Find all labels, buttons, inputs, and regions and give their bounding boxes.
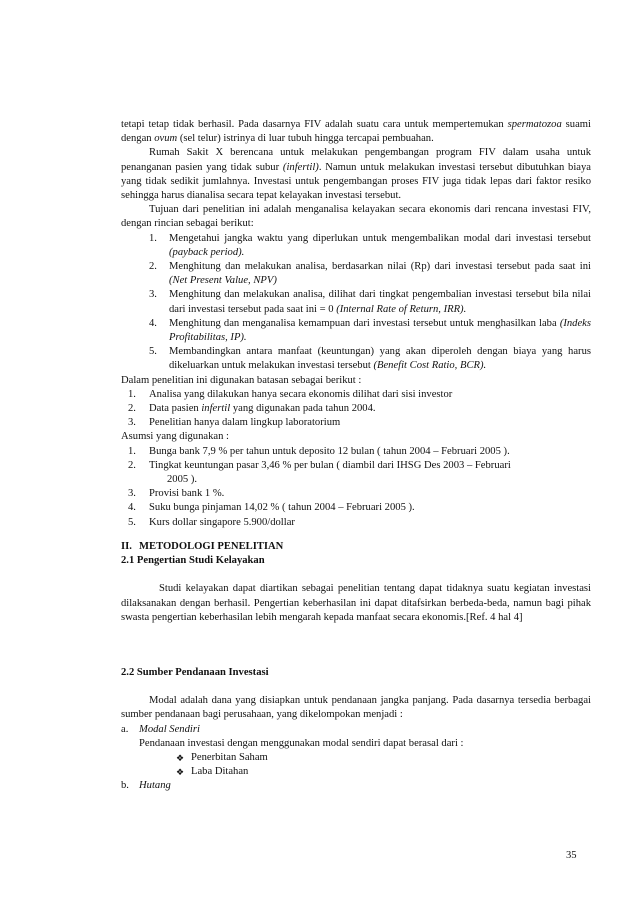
list-text: Membandingkan antara manfaat (keuntungan) yang akan diperoleh dengan biaya yang harus dikeluarkan untuk melakukan investasi tersebut	[169, 346, 591, 372]
text-run: (sel telur) istrinya di luar tubuh hingga tercapai pembuahan.	[177, 133, 434, 145]
list-number: 3.	[128, 417, 136, 429]
list-text: Bunga bank 7,9 % per tahun untuk deposito 12 bulan ( tahun 2004 – Februari 2005 ).	[149, 445, 510, 457]
italic-term: (infertil)	[282, 161, 319, 173]
list-label: Hutang	[139, 780, 171, 792]
diamond-bullet-icon: ❖	[176, 752, 185, 763]
section-heading-methodology	[121, 540, 591, 554]
section-number: II.	[121, 540, 132, 552]
list-number: 2.	[128, 403, 136, 415]
list-text: Kurs dollar singapore 5.900/dollar	[149, 516, 295, 528]
objectives-list	[121, 232, 591, 374]
text-run: . Namun untuk melakukan investasi tersebut dibutuhkan biaya yang tidak sedikit jumlahnya. Investasi untuk pengembangan proses FIV juga tidak lepas dari faktor resiko sehingga harus dianalisa secara tepat kelayakan investasi tersebut.	[121, 161, 592, 202]
paragraph-own-capital: Pendanaan investasi dengan menggunakan modal sendiri dapat berasal dari :	[139, 737, 464, 749]
italic-term: (Net Present Value, NPV)	[169, 275, 277, 287]
list-item	[121, 317, 591, 345]
assumptions-list	[121, 445, 591, 530]
paragraph-funding: Modal adalah dana yang disiapkan untuk pendanaan jangka panjang. Pada dasarnya tersedia berbagai sumber pendanaan bagi perusahaan, yang dikelompokan menjadi :	[121, 695, 591, 721]
list-item	[121, 288, 591, 316]
list-text: Suku bunga pinjaman 14,02 % ( tahun 2004 – Februari 2005 ).	[149, 502, 415, 514]
list-number: 3.	[149, 289, 157, 301]
list-number: 4.	[149, 317, 157, 329]
page-number: 35	[566, 850, 577, 861]
italic-term: (Benefit Cost Ratio, BCR).	[373, 360, 487, 372]
list-text: Provisi bank 1 %.	[149, 488, 225, 500]
list-number: 2.	[149, 261, 157, 273]
list-number: 1.	[128, 445, 136, 457]
list-number: 1.	[149, 232, 157, 244]
text-run: Rumah Sakit X berencana untuk melakukan pengembangan program FIV dalam usaha untuk penanganan pasien yang tidak subur	[121, 147, 591, 173]
list-number: 4.	[128, 502, 136, 514]
list-text: Analisa yang dilakukan hanya secara ekonomis dilihat dari sisi investor	[149, 388, 453, 400]
subsection-heading-funding: 2.2 Sumber Pendanaan Investasi	[121, 666, 269, 678]
italic-term: infertil	[201, 403, 231, 415]
list-item	[121, 765, 591, 779]
list-item	[121, 402, 591, 416]
section-title: METODOLOGI PENELITIAN	[139, 540, 284, 552]
list-number: 1.	[128, 388, 136, 400]
item-hutang	[121, 779, 591, 793]
list-item	[121, 751, 591, 765]
paragraph-objectives-intro: Tujuan dari penelitian ini adalah menganalisa kelayakan secara ekonomis dari rencana investasi FIV, dengan rincian sebagai berikut:	[121, 204, 591, 230]
list-number: 2.	[128, 459, 136, 471]
list-label: Modal Sendiri	[139, 723, 200, 735]
assumptions-intro: Asumsi yang digunakan :	[121, 431, 229, 443]
list-text: Penelitian hanya dalam lingkup laboratorium	[149, 417, 341, 429]
list-item	[121, 445, 591, 459]
list-number: 3.	[128, 488, 136, 500]
paragraph-hospital-plan	[121, 146, 591, 203]
list-item	[121, 459, 591, 487]
subsection-heading-feasibility: 2.1 Pengertian Studi Kelayakan	[121, 555, 265, 567]
list-letter: a.	[121, 723, 129, 735]
list-number: 5.	[128, 516, 136, 528]
list-text: Menghitung dan melakukan analisa, dilihat dari tingkat pengembalian investasi tersebut bila nilai dari investasi tersebut pada saat ini = 0	[169, 289, 591, 315]
text-run: suami dengan	[121, 119, 591, 145]
limits-list	[121, 388, 591, 431]
list-text: Tingkat keuntungan pasar 3,46 % per bulan ( diambil dari IHSG Des 2003 – Februari	[149, 459, 511, 471]
italic-term: (Internal Rate of Return, IRR).	[336, 303, 467, 315]
list-text: yang digunakan pada tahun 2004.	[230, 403, 376, 415]
list-item	[121, 487, 591, 501]
text-run: tetapi tetap tidak berhasil. Pada dasarnya FIV adalah suatu cara untuk mempertemukan	[121, 119, 508, 130]
list-item	[121, 388, 591, 402]
list-text: Laba Ditahan	[191, 766, 249, 778]
italic-term: (payback period).	[169, 246, 245, 258]
list-text: Data pasien	[149, 403, 202, 415]
list-item	[121, 501, 591, 515]
page-content	[121, 118, 591, 794]
list-letter: b.	[121, 780, 129, 792]
list-item	[121, 345, 591, 373]
list-item	[121, 260, 591, 288]
list-item	[121, 232, 591, 260]
list-text: Penerbitan Saham	[191, 751, 268, 763]
own-capital-sources	[121, 751, 591, 779]
paragraph-fiv-definition	[121, 118, 591, 146]
italic-term: spermatozoa	[507, 119, 562, 130]
list-text: Mengetahui jangka waktu yang diperlukan untuk mengembalikan modal dari investasi tersebut	[169, 232, 591, 244]
list-text: Menghitung dan melakukan analisa, berdasarkan nilai (Rp) dari investasi tersebut pada saat ini	[169, 261, 591, 273]
item-modal-sendiri	[121, 723, 591, 737]
paragraph-feasibility: Studi kelayakan dapat diartikan sebagai penelitian tentang dapat tidaknya suatu kegiatan investasi dilaksanakan dengan berhasil. Pengertian keberhasilan ini dapat ditafsirkan berbeda-beda, namun bagi pihak swasta pengertian keberhasilan lebih mengarah kepada manfaat secara ekonomis.[Ref. 4 hal 4]	[121, 583, 591, 623]
list-number: 5.	[149, 346, 157, 358]
italic-term: ovum	[154, 133, 178, 145]
list-item	[121, 416, 591, 430]
list-text: Menghitung dan menganalisa kemampuan dari investasi tersebut untuk menghasilkan laba	[169, 317, 560, 329]
limits-intro: Dalam penelitian ini digunakan batasan sebagai berikut :	[121, 374, 362, 386]
italic-term: (Indeks Profitabilitas, IP).	[169, 317, 591, 344]
list-item	[121, 516, 591, 530]
list-text-continued: 2005 ).	[167, 474, 198, 486]
diamond-bullet-icon: ❖	[176, 767, 185, 778]
